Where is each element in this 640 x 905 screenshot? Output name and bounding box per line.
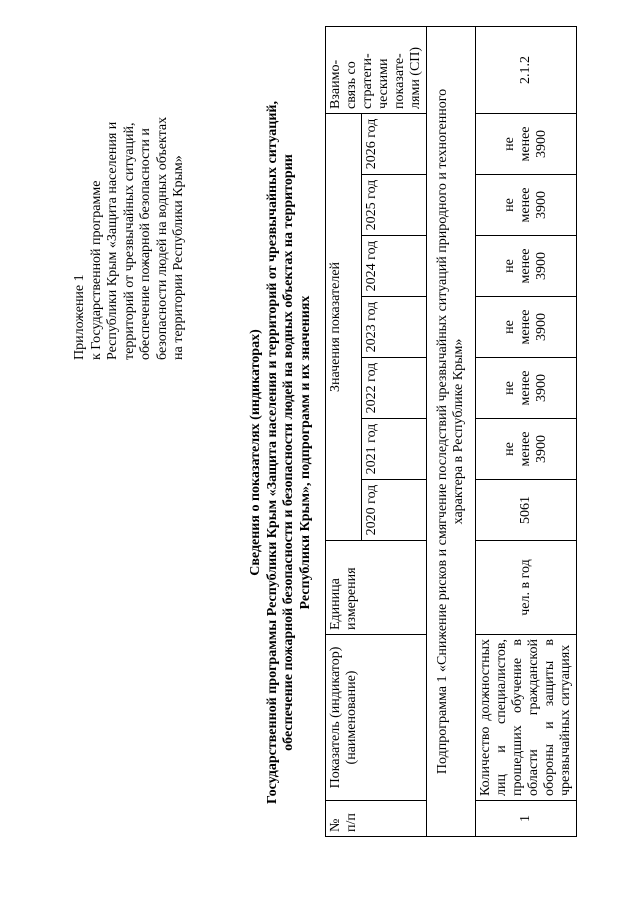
header-indicator: Показатель (индикатор) (наименование): [326, 635, 427, 801]
row-value: не менее 3900: [476, 113, 577, 174]
header-year: 2024 год: [362, 236, 427, 297]
title-line: Государственной программы Республики Крым «Защита населения и территорий от чрезвычайных ситуаций,: [264, 100, 280, 805]
header-year: 2022 год: [362, 358, 427, 419]
subprogram-row: [427, 26, 476, 836]
appendix-line: к Государственной программе: [88, 180, 104, 360]
row-value: не менее 3900: [476, 358, 577, 419]
appendix-line: Республики Крым «Защита населения и: [105, 121, 120, 360]
indicators-table: [325, 26, 577, 837]
title-line: Сведения о показателях (индикаторах): [248, 329, 263, 576]
title-line: обеспечение пожарной безопасности и безопасности людей на водных объектах на территории: [281, 154, 296, 751]
row-value: не менее 3900: [476, 419, 577, 480]
table-row: [476, 26, 577, 836]
header-num: № п/п: [326, 801, 427, 837]
row-value: не менее 3900: [476, 297, 577, 358]
header-unit: Единица измерения: [326, 541, 427, 635]
header-year: 2025 год: [362, 175, 427, 236]
appendix-line: обеспечение пожарной безопасности и: [138, 128, 153, 360]
row-value: не менее 3900: [476, 175, 577, 236]
table-header-row: [326, 26, 362, 836]
header-year: 2020 год: [362, 480, 427, 541]
header-year: 2021 год: [362, 419, 427, 480]
row-value: не менее 3900: [476, 236, 577, 297]
header-year: 2026 год: [362, 113, 427, 174]
appendix-line: Приложение 1: [72, 274, 87, 360]
appendix-line: на территории Республики Крым»: [171, 155, 186, 360]
row-unit: чел. в год: [476, 541, 577, 635]
row-num: 1: [476, 801, 577, 837]
title-line: Республики Крым», подпрограмм и их значениях: [297, 295, 313, 610]
appendix-line: безопасности людей на водных объектах: [154, 116, 170, 360]
header-values-group: Значения показателей: [326, 113, 362, 540]
appendix-note: [72, 30, 188, 360]
subprogram-title: Подпрограмма 1 «Снижение рисков и смягчение последствий чрезвычайных ситуаций природного и техногенного характера в Республике Крым»: [427, 26, 476, 836]
document-title: [248, 30, 314, 875]
header-link: Взаимо-связь со стратеги-ческими показате-лями (СП): [326, 26, 427, 113]
header-year: 2023 год: [362, 297, 427, 358]
row-link: 2.1.2: [476, 26, 577, 113]
row-value: 5061: [476, 480, 577, 541]
row-indicator: Количество должностных лиц и специалистов, прошедших обучение в области гражданской обороны и защиты в чрезвычайных ситуациях: [476, 635, 577, 801]
appendix-line: территорий от чрезвычайных ситуаций,: [121, 122, 137, 360]
